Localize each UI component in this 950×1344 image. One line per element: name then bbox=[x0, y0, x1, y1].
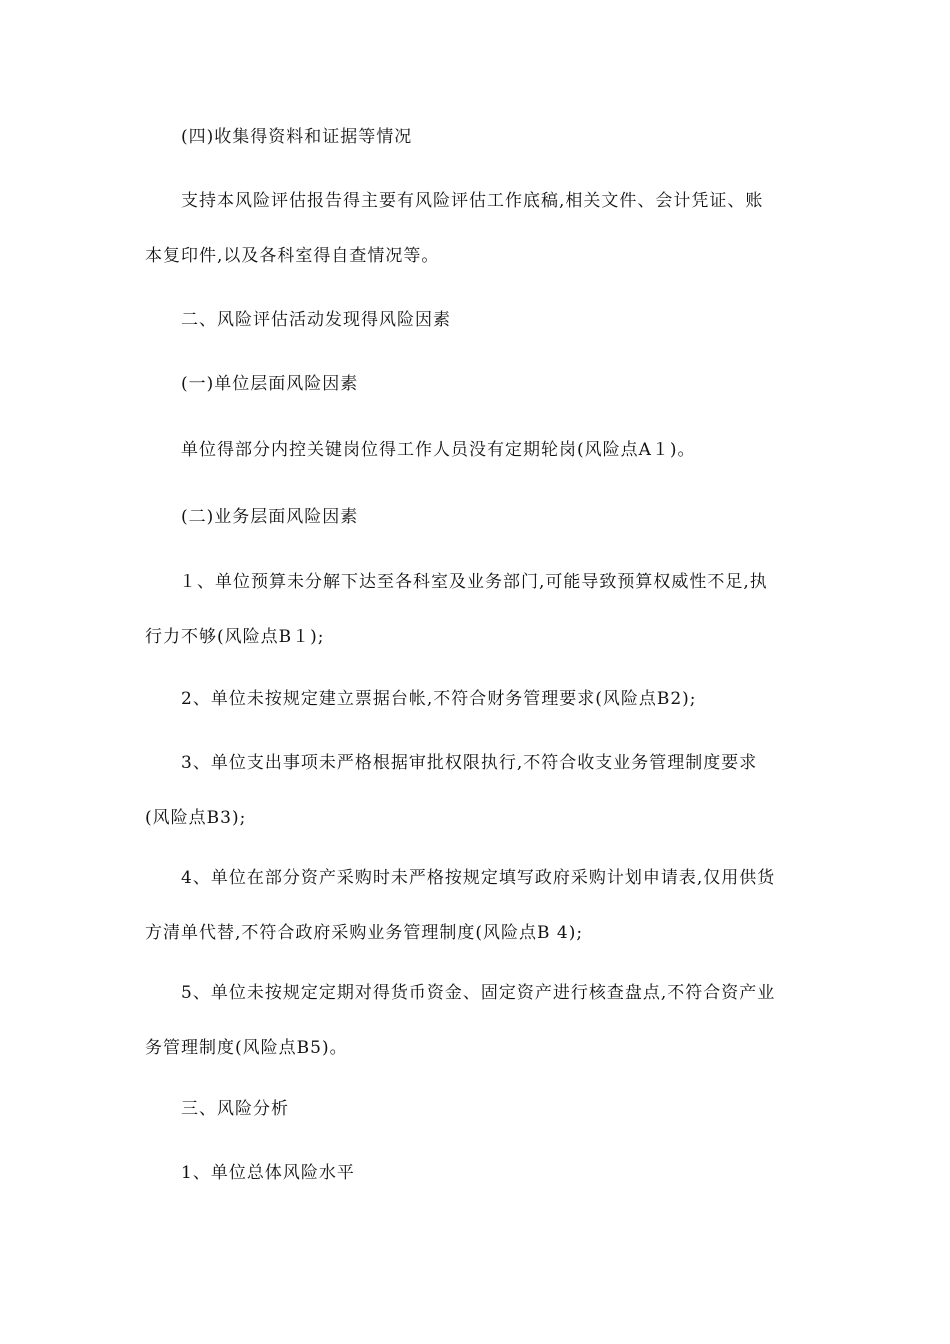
text-line: 务管理制度(风险点B5)。 bbox=[145, 1038, 348, 1058]
list-item-risk-b3 bbox=[145, 736, 817, 846]
list-item-risk-b4 bbox=[145, 851, 817, 961]
subheading-overall-risk-level bbox=[145, 1146, 817, 1201]
text-line: (风险点B3); bbox=[145, 808, 247, 828]
text-line: 行力不够(风险点B１); bbox=[145, 627, 325, 647]
text-line: (四)收集得资料和证据等情况 bbox=[181, 127, 413, 147]
text-line: 三、风险分析 bbox=[181, 1099, 289, 1119]
section-heading-risk-analysis bbox=[145, 1082, 817, 1137]
list-item-risk-b1 bbox=[145, 555, 817, 665]
section-heading-collected-materials bbox=[145, 110, 817, 165]
text-line: 本复印件,以及各科室得自查情况等。 bbox=[145, 246, 440, 266]
list-item-risk-b5 bbox=[145, 966, 817, 1076]
text-line: １、单位预算未分解下达至各科室及业务部门,可能导致预算权威性不足,执 bbox=[179, 572, 768, 592]
text-line: 1、单位总体风险水平 bbox=[181, 1163, 355, 1183]
text-line: 2、单位未按规定建立票据台帐,不符合财务管理要求(风险点B2); bbox=[181, 689, 697, 709]
text-line: 4、单位在部分资产采购时未严格按规定填写政府采购计划申请表,仅用供货 bbox=[181, 868, 776, 888]
subheading-unit-level-risks bbox=[145, 357, 817, 412]
text-line: 3、单位支出事项未严格根据审批权限执行,不符合收支业务管理制度要求 bbox=[181, 753, 758, 773]
text-line: (一)单位层面风险因素 bbox=[181, 374, 359, 394]
text-line: 单位得部分内控关键岗位得工作人员没有定期轮岗(风险点A１)。 bbox=[181, 440, 696, 460]
section-heading-risk-factors bbox=[145, 293, 817, 348]
subheading-business-level-risks bbox=[145, 490, 817, 545]
text-line: 支持本风险评估报告得主要有风险评估工作底稿,相关文件、会计凭证、账 bbox=[181, 191, 764, 211]
list-item-risk-b2 bbox=[145, 672, 817, 727]
text-line: 5、单位未按规定定期对得货币资金、固定资产进行核查盘点,不符合资产业 bbox=[181, 983, 776, 1003]
paragraph-unit-level-risk-a1 bbox=[145, 423, 817, 478]
text-line: 二、风险评估活动发现得风险因素 bbox=[181, 310, 451, 330]
paragraph-supporting-materials bbox=[145, 174, 817, 284]
text-line: 方清单代替,不符合政府采购业务管理制度(风险点B 4); bbox=[145, 923, 584, 943]
text-line: (二)业务层面风险因素 bbox=[181, 507, 359, 527]
